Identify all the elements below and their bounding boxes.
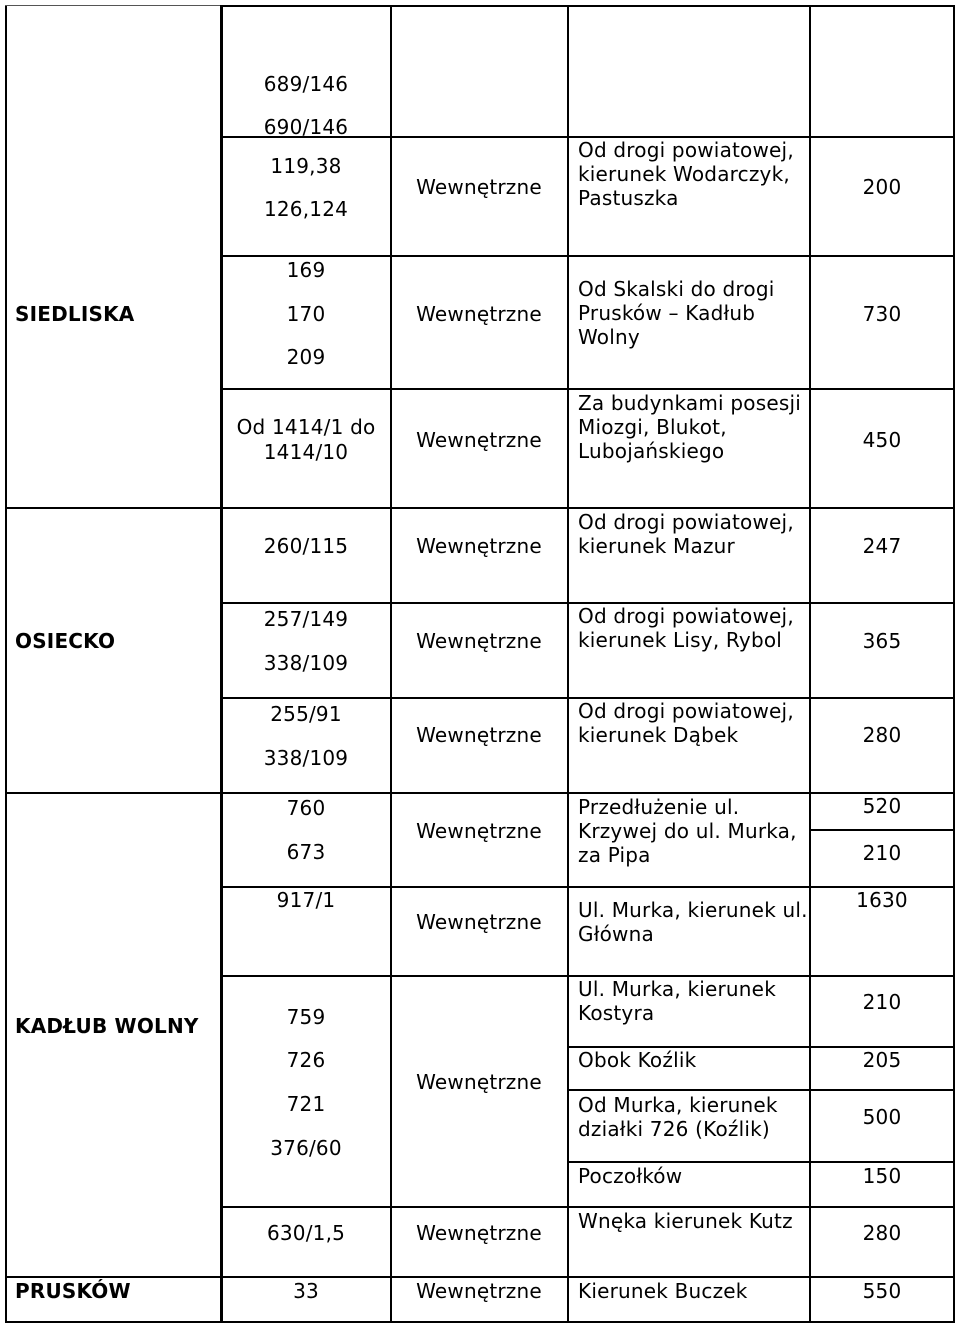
column-divider xyxy=(220,5,223,1323)
road-length: 280 xyxy=(862,723,902,747)
road-type: Wewnętrzne xyxy=(416,534,542,558)
road-length: 550 xyxy=(862,1279,902,1303)
plot-number: 630/1,5 xyxy=(266,1221,346,1245)
plot-number: 689/146 xyxy=(263,72,349,96)
road-description: Od drogi powiatowej, kierunek Mazur xyxy=(578,510,794,558)
row-divider xyxy=(809,829,955,831)
road-length: 500 xyxy=(862,1105,902,1129)
plot-number: 338/109 xyxy=(263,746,349,770)
plot-number: 1414/10 xyxy=(263,440,349,464)
column-divider xyxy=(567,5,569,1323)
road-length: 150 xyxy=(862,1164,902,1188)
road-length: 210 xyxy=(862,841,902,865)
road-length: 365 xyxy=(862,629,902,653)
row-divider xyxy=(567,1089,955,1091)
road-type: Wewnętrzne xyxy=(416,819,542,843)
row-divider xyxy=(5,1276,955,1278)
road-type: Wewnętrzne xyxy=(416,1279,542,1303)
plot-number: 338/109 xyxy=(263,651,349,675)
plot-number: 917/1 xyxy=(276,888,336,912)
plot-number: Od 1414/1 do xyxy=(236,415,376,439)
road-type: Wewnętrzne xyxy=(416,629,542,653)
plot-number: 33 xyxy=(293,1279,319,1303)
village-label: OSIECKO xyxy=(15,629,116,653)
village-label: KADŁUB WOLNY xyxy=(15,1014,199,1038)
row-divider xyxy=(567,1161,955,1163)
plot-number: 257/149 xyxy=(263,607,349,631)
road-description: Przedłużenie ul. Krzywej do ul. Murka, za Pipa xyxy=(578,795,797,867)
row-divider xyxy=(5,507,955,509)
plot-number: 376/60 xyxy=(270,1136,342,1160)
plot-number: 690/146 xyxy=(263,115,349,139)
row-divider xyxy=(220,388,955,390)
plot-number: 169 xyxy=(286,258,326,282)
table-border-right xyxy=(953,5,955,1323)
road-length: 205 xyxy=(862,1048,902,1072)
road-length: 520 xyxy=(862,794,902,818)
table-border-top xyxy=(220,5,955,7)
village-label: SIEDLISKA xyxy=(15,302,135,326)
road-description: Od drogi powiatowej, kierunek Wodarczyk, Pastuszka xyxy=(578,138,794,210)
road-type: Wewnętrzne xyxy=(416,428,542,452)
row-divider xyxy=(220,255,955,257)
road-type: Wewnętrzne xyxy=(416,723,542,747)
column-divider xyxy=(390,5,392,1323)
road-length: 450 xyxy=(862,428,902,452)
road-length: 280 xyxy=(862,1221,902,1245)
plot-number: 209 xyxy=(286,345,326,369)
road-type: Wewnętrzne xyxy=(416,175,542,199)
plot-number: 126,124 xyxy=(263,197,349,221)
road-description: Od Murka, kierunek działki 726 (Koźlik) xyxy=(578,1093,778,1141)
plot-number: 760 xyxy=(286,796,326,820)
road-type: Wewnętrzne xyxy=(416,910,542,934)
village-label: PRUSKÓW xyxy=(15,1279,131,1303)
plot-number: 119,38 xyxy=(270,154,342,178)
plot-number: 170 xyxy=(286,302,326,326)
table-border-bottom xyxy=(5,1321,955,1323)
plot-number: 726 xyxy=(286,1048,326,1072)
road-length: 1630 xyxy=(856,888,908,912)
road-description: Poczołków xyxy=(578,1164,683,1188)
road-description: Wnęka kierunek Kutz xyxy=(578,1209,793,1233)
road-type: Wewnętrzne xyxy=(416,302,542,326)
plot-number: 673 xyxy=(286,840,326,864)
road-description: Ul. Murka, kierunek ul. Główna xyxy=(578,898,808,946)
road-type: Wewnętrzne xyxy=(416,1221,542,1245)
row-divider xyxy=(5,792,955,794)
road-description: Kierunek Buczek xyxy=(578,1279,748,1303)
column-divider xyxy=(809,5,811,1323)
road-description: Od drogi powiatowej, kierunek Lisy, Rybol xyxy=(578,604,794,652)
road-description: Ul. Murka, kierunek Kostyra xyxy=(578,977,776,1025)
plot-number: 255/91 xyxy=(270,702,342,726)
road-length: 210 xyxy=(862,990,902,1014)
road-description: Obok Koźlik xyxy=(578,1048,697,1072)
road-description: Od drogi powiatowej, kierunek Dąbek xyxy=(578,699,794,747)
road-length: 247 xyxy=(862,534,902,558)
plot-number: 759 xyxy=(286,1005,326,1029)
plot-number: 260/115 xyxy=(263,534,349,558)
row-divider xyxy=(220,1206,955,1208)
table-border-left xyxy=(5,5,7,1323)
road-description: Za budynkami posesji Miozgi, Blukot, Lubojańskiego xyxy=(578,391,801,463)
road-length: 730 xyxy=(862,302,902,326)
plot-number: 721 xyxy=(286,1092,326,1116)
road-description: Od Skalski do drogi Prusków – Kadłub Wolny xyxy=(578,277,775,349)
road-type: Wewnętrzne xyxy=(416,1070,542,1094)
road-length: 200 xyxy=(862,175,902,199)
